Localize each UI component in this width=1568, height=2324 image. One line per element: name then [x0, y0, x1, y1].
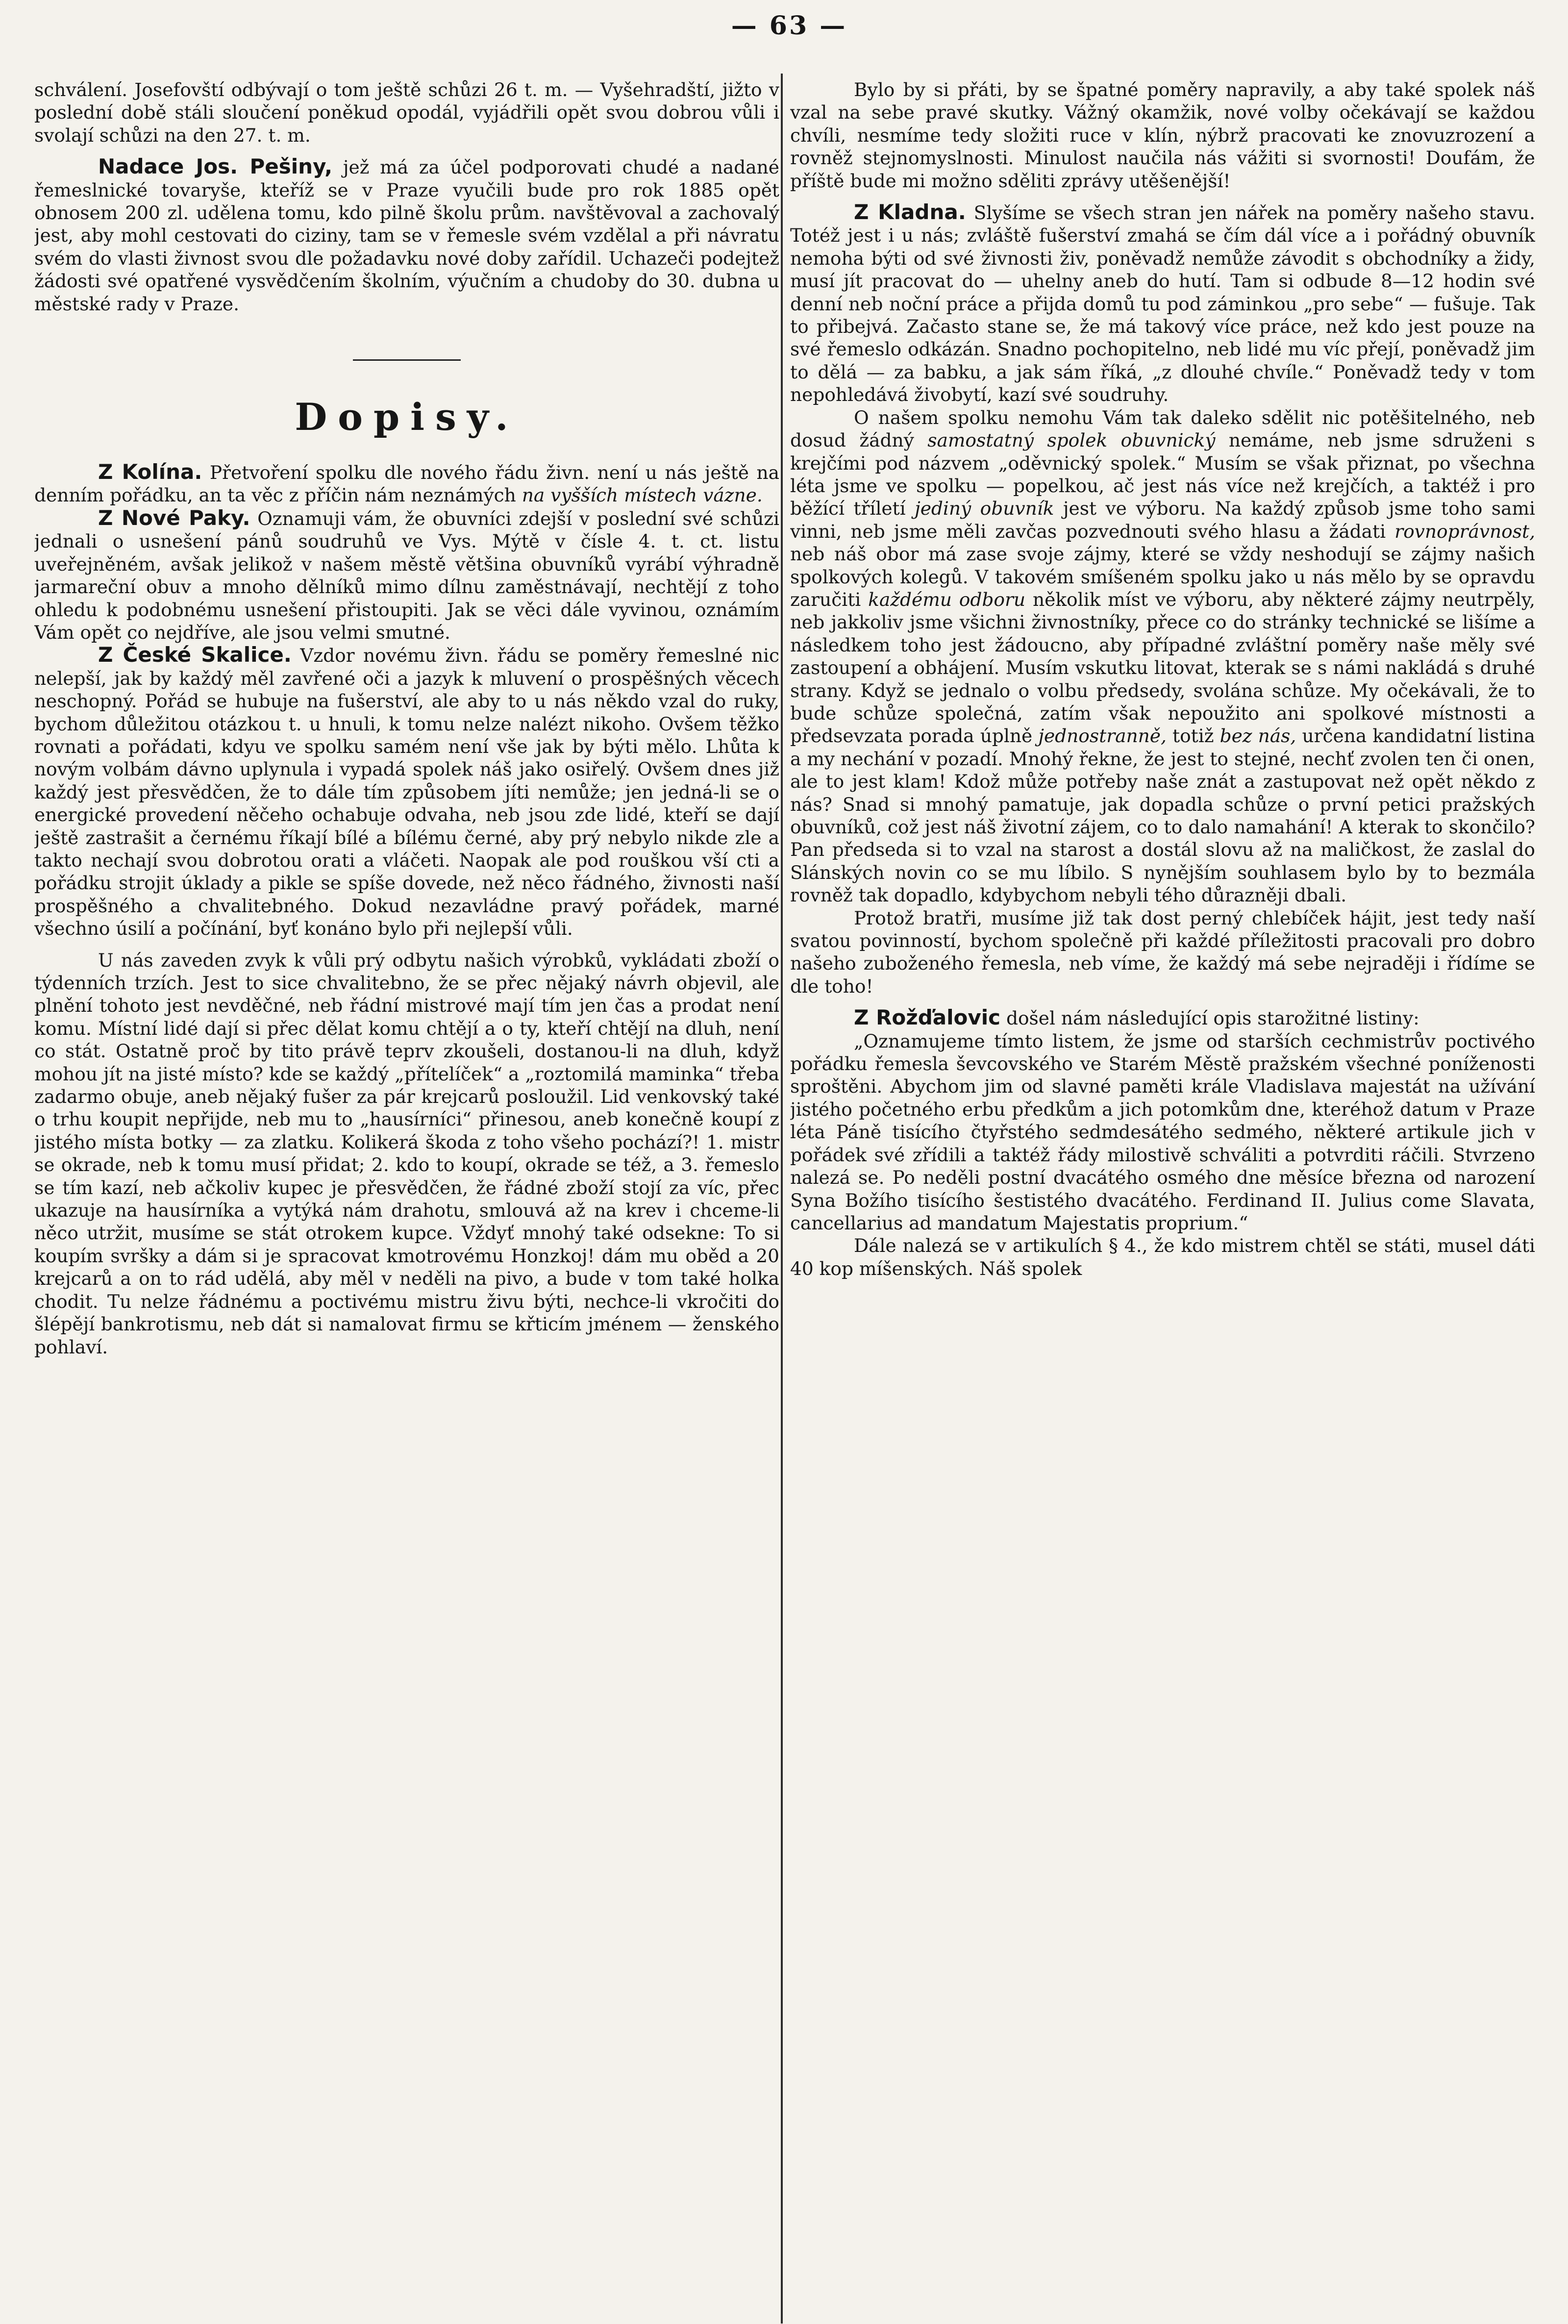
rozdalovic-paragraph [790, 1006, 1535, 1029]
skalice-paragraph [34, 644, 779, 940]
paka-heading: Z Nové Paky. [98, 505, 250, 530]
spolek-italic-3: rovnoprávnost, [1394, 520, 1535, 542]
spolek-text-3: jest ve výboru. Na každý způsob jsme toho sami vinni, neb jsme měli zavčas pozvednouti svého hlasu a žádati [790, 498, 1535, 542]
spolek-text-2: nemáme, neb jsme sdruženi s krejčími pod názvem „oděvnický spolek.“ Musím se však přiznat, po všechna léta jsme ve spolku — popelkou, ač jest nás více než krejčích, a taktéž i pro běžící tříletí [790, 429, 1535, 520]
josefov-report: schválení. Josefovští odbývají o tom ještě schůzi 26 t. m. — Vyšehradští, jižto v poslední době stáli sloučení poněkud opodál, vyjádřili opět svou dobrou vůli i svolají schůzi na den 27. t. m. [34, 79, 779, 146]
page-number: — 63 — [731, 11, 847, 41]
section-title-dopisy: Dopisy. [295, 395, 519, 439]
spolek-italic-4: každému odboru [868, 588, 1026, 610]
listina-paragraph: „Oznamujeme tímto listem, že jsme od starších cechmistrův poctivého pořádku řemesla ševcovského ve Starém Městě pražském všechné poníženosti sproštěni. Abychom jim od slavné paměti krále Vladislava majestát na užívání jistého početného erbu předkům a jich potomkům dne, kteréhož datum v Praze léta Páně tisícího čtyřstého sedmdesátého sedmého, některé artikule jich v pořádek své zřídili a taktéž řády milostivě schváliti a potvrditi ráčili. Stvrzeno nalezá se. Po neděli postní dvacátého osmého dne měsíce března od narození Syna Božího tisícího šestistého dvacátého. Ferdinand II. Julius come Slavata, cancellarius ad mandatum Majestatis proprium.“ [790, 1030, 1535, 1234]
paka-paragraph [34, 507, 779, 644]
skalice-heading: Z České Skalice. [98, 643, 292, 667]
spolek-italic-6: bez nás, [1220, 725, 1296, 747]
kladno-heading: Z Kladna. [854, 200, 966, 225]
column-divider [781, 74, 783, 2324]
kolin-paragraph [34, 461, 779, 507]
spolek-italic-2: jediný obuvník [915, 498, 1054, 520]
spolek-italic-1: samostatný spolek obuvnický [927, 429, 1216, 451]
kolin-heading: Z Kolína. [98, 460, 202, 484]
spolek-italic-5: jednostranně, [1038, 725, 1167, 747]
dale-paragraph: Dále nalezá se v artikulích § 4., že kdo mistrem chtěl se státi, musel dáti 40 kop míšenských. Náš spolek [790, 1235, 1535, 1279]
kladno-text: Slyšíme se všech stran jen nářek na poměry našeho stavu. Totéž jest i u nás; zvláště fušerství zmahá se čím dál více a i pořádný obuvník nemoha býti od své živnosti živ, poněvadž nemůže závodit s obchodníky a židy, musí jít pracovat do — uhelny aneb do hutí. Tam si odbude 8—12 hodin své denní neb noční práce a přijda domů tu pod záminkou „pro sebe“ — fušuje. Tak to přibejvá. Začasto stane se, že má takový více práce, než kdo jest pouze na své řemeslo odkázán. Snadno pochopitelno, neb lidé mu víc přejí, poněvadž jim to dělá — za babku, a jak sám říká, „z dlouhé chvíle.“ Poněvadž tedy v tom nepohledává živobytí, kazí své soudruhy. [790, 202, 1535, 406]
kolin-italic: na vyšších místech vázne. [522, 484, 763, 506]
paka-text: Oznamuji vám, že obuvníci zdejší v poslední své schůzi jednali o usnešení pánů soudruhů ve Vys. Mýtě v čísle 4. t. ct. listu uveřejněném, avšak jelikož v našem městě většina obuvníků vyrábí výhradně jarmareční obuv a mnoho dělníků mimo dílnu zaměstnávají, nechtějí z toho ohledu k podobnému usnešení přistoupiti. Jak se věci dále vyvinou, oznámím Vám opět co nejdříve, ale jsou velmi smutné. [34, 507, 779, 643]
nadace-paragraph [34, 155, 779, 315]
rozdalovic-text: došel nám následující opis starožitné listiny: [1006, 1007, 1419, 1029]
left-column [34, 78, 779, 2314]
kladno-paragraph [790, 201, 1535, 406]
rozdalovic-heading: Z Rožďalovic [854, 1005, 1001, 1030]
right-column [790, 78, 1535, 2314]
spolek-paragraph [790, 406, 1535, 907]
spolek-text-1: O našem spolku nemohu Vám tak daleko sdělit nic potěšitelného, neb dosud žádný [790, 406, 1535, 451]
spolek-text-4: neb náš obor má zase svoje zájmy, které se vždy neshodují se zájmy našich spolkových kolegů. V takovém smíšeném spolku jako u nás mělo by se opravdu zaručiti [790, 543, 1535, 610]
spolek-text-6: totiž [1172, 725, 1214, 747]
section-divider [353, 359, 461, 361]
spolek-text-7: určena kandidatní listina a my nechání v pozadí. Mnohý řekne, že jest to stejné, nechť zvolen ten či onen, ale to jest klam! Kdož může potřeby naše znát a zastupovat než opět někdo z nás? Snad si mnohý pamatuje, jak dopadla schůze o první petici pražských obuvníků, což jest náš životní zájem, co to dalo namahání! A kterak to skončilo? Pan předseda si to vzal na starost a dostál slovu až na maličkost, že zaslal do Slánských novin co se mu líbilo. S nynějším souhlasem bylo by to bezmála rovněž tak dopadlo, kdybychom nebyli tého důrazněji dbali. [790, 725, 1535, 906]
skalice-text: Vzdor novému živn. řádu se poměry řemeslné nic nelepší, jak by každý měl zavřené oči a jazyk k mluvení o prospěšných věcech neschopný. Pořád se hubuje na fušerství, ale aby to u nás někdo vzal do ruky, bychom důležitou otázkou t. u hnuli, k tomu nelze nalézt nikoho. Ovšem těžko rovnati a pořádati, kdyu ve spolku samém není vše jak by býti mělo. Lhůta k novým volbám dávno uplynula i vypadá spolek náš jako osiřelý. Ovšem dnes již každý jest přesvědčen, že to dále tím způsobem jíti nemůže; jen jedná-li se o energické provedení něčeho ochabuje odvaha, neb jsou zde lidé, kteří se dají ještě zastrašit a černému říkají bílé a bílému černé, aby prý nebylo nikde zle a takto nechají svou dobrotou orati a vláčeti. Naopak ale pod rouškou vší cti a pořádku strojit úklady a pikle se spíše dovede, než něco řádného, živnosti naší prospěšného a chvalitebného. Dokud nezavládne pravý pořádek, marné všechno úsilí a počínání, byť konáno bylo při nejlepší vůli. [34, 645, 779, 940]
intro-paragraph: Bylo by si přáti, by se špatné poměry napravily, a aby také spolek náš vzal na sebe pravé skutky. Vážný okamžik, nové volby očekávají se každou chvíli, nesmíme tedy složiti ruce v klín, nýbrž pracovati ke znovuzrození a rovněž stejnomyslnosti. Minulost naučila nás vážiti si svornosti! Doufám, že příště bude mi možno sděliti zprávy utěšenější! [790, 79, 1535, 192]
spolek-text-5: několik míst ve výboru, aby některé zájmy neutrpěly, neb jakkoliv jsme všichni živnostníky, přece co do stránky technické se lišíme a následkem toho jest žádoucno, aby případné zvláštní poměry naše měly své zastoupení a obhájení. Musím vskutku litovat, kterak se s námi nakládá s druhé strany. Když se jednalo o volbu předsedy, svolána schůze. My očekávali, že to bude schůze společná, zatím však nepoužito ani spolkové místnosti a předsevzata porada úplně [790, 588, 1535, 747]
zvyk-paragraph: U nás zaveden zvyk k vůli prý odbytu našich výrobků, vykládati zboží o týdenních trzích. Jest to sice chvalitebno, že se přec nějaký návrh objevil, ale plnění tohoto jest nevděčné, neb řádní mistrové mají tím jen čas a prodat není komu. Místní lidé dají si přec dělat komu chtějí a o ty, kteří chtějí na dluh, není co stát. Ostatně proč by tito právě teprv zkoušeli, dostanou-li na dluh, když mohou jít na jisté místo? kde se každý „přítelíček“ a „roztomilá maminka“ třeba zadarmo obuje, aneb nějaký fušer za pár krejcarů posloužil. Lid venkovský také o trhu koupit nepřijde, neb mu to „hausírníci“ přinesou, aneb konečně koupí z jistého místa botky — za zlatku. Kolikerá škoda z toho všeho pochází?! 1. mistr se okrade, neb k tomu musí přidat; 2. kdo to koupí, okrade se též, a 3. řemeslo se tím kazí, neb ačkoliv kupec je přesvědčen, že řádné zboží stojí za víc, přec ukazuje na hausírníka a vytýká nám drahotu, smlouvá až na krev i chceme-li něco utržit, musíme se stát otrokem kupce. Vždyť mnohý také odsekne: To si koupím svršky a dám si je spracovat kmotrovému Honzkoj! dám mu oběd a 20 krejcarů a on to rád udělá, aby měl v neděli na pivo, a bude v tom také holka chodit. Tu nelze řádnému a poctivému mistru živu býti, nechce-li vkročiti do šlépějí bankrotismu, neb dát si namalovat firmu se křticím jménem — ženského pohlaví. [34, 949, 779, 1358]
nadace-text: jež má za účel podporovati chudé a nadané řemeslnické tovaryše, kteříž se v Praze vyučili bude pro rok 1885 opět obnosem 200 zl. udělena tomu, kdo pilně školu prům. navštěvoval a zachovalý jest, aby mohl cestovati do ciziny, tam se v řemesle svém vzdělal a při návratu svém do vlasti živnost svou dle požadavku nové doby zařídil. Uchazeči podejtež žádosti své opatřené vysvědčením školním, výučním a chudoby do 30. dubna u městské rady v Praze. [34, 156, 779, 315]
nadace-heading: Nadace Jos. Pešiny, [98, 154, 333, 179]
kolin-text: Přetvoření spolku dle nového řádu živn. není u nás ještě na denním pořádku, an ta věc z příčin nám neznámých [34, 462, 779, 506]
protoz-paragraph: Protož bratři, musíme již tak dost perný chlebíček hájit, jest tedy naší svatou povinností, bychom společně při každé příležitosti pracovali pro dobro našeho zuboženého řemesla, neb víme, že každý má sebe nejraději i řídíme se dle toho! [790, 907, 1535, 997]
